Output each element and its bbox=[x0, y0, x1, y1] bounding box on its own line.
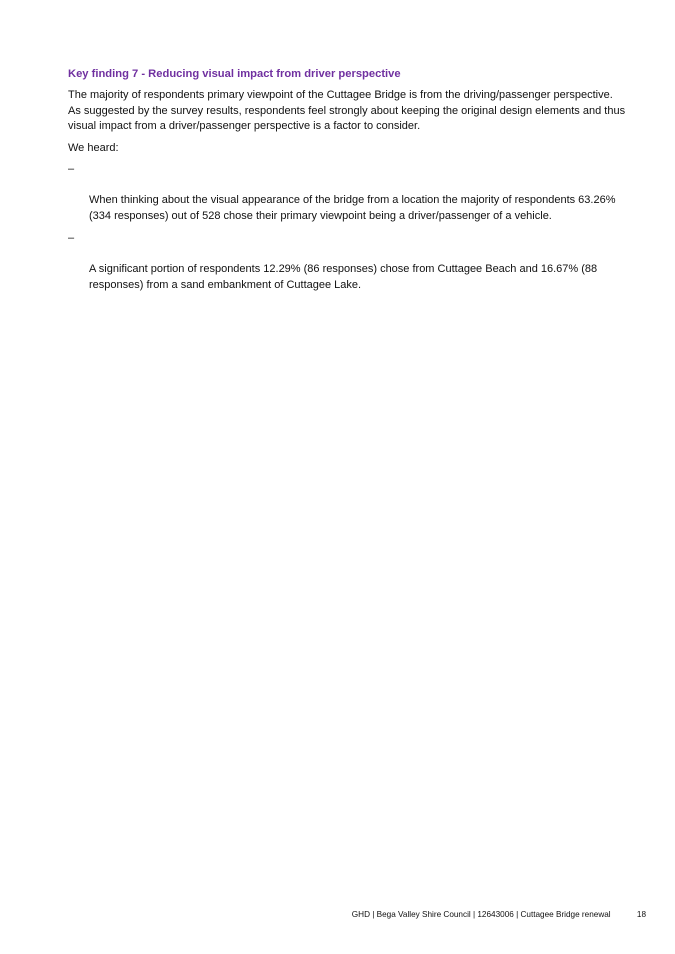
footer-text: GHD | Bega Valley Shire Council | 12643006 | Cuttagee Bridge renewal bbox=[351, 910, 611, 919]
key-finding-heading: Key finding 7 - Reducing visual impact from driver perspective bbox=[68, 68, 401, 80]
list-item bbox=[68, 231, 648, 293]
intro-paragraph: The majority of respondents primary viewpoint of the Cuttagee Bridge is from the driving/passenger perspective. As suggested by the survey results, respondents feel strongly about keeping the original design elements and thus visual impact from a driver/passenger perspective is a factor to consider. bbox=[68, 89, 626, 132]
list-item-text: When thinking about the visual appearance of the bridge from a location the majority of respondents 63.26% (334 responses) out of 528 chose their primary viewpoint being a driver/passenger of a vehicle. bbox=[89, 194, 616, 222]
we-heard-label: We heard: bbox=[68, 141, 119, 154]
page-footer bbox=[280, 909, 646, 920]
list-item bbox=[68, 162, 648, 224]
dash-bullet: – bbox=[68, 232, 75, 244]
findings-list bbox=[68, 162, 648, 293]
page-content bbox=[68, 67, 648, 300]
page-number: 18 bbox=[636, 910, 646, 919]
dash-bullet: – bbox=[68, 163, 75, 175]
list-item-text: A significant portion of respondents 12.29% (86 responses) chose from Cuttagee Beach and 16.67% (88 responses) from a sand embankment of Cuttagee Lake. bbox=[89, 263, 598, 291]
